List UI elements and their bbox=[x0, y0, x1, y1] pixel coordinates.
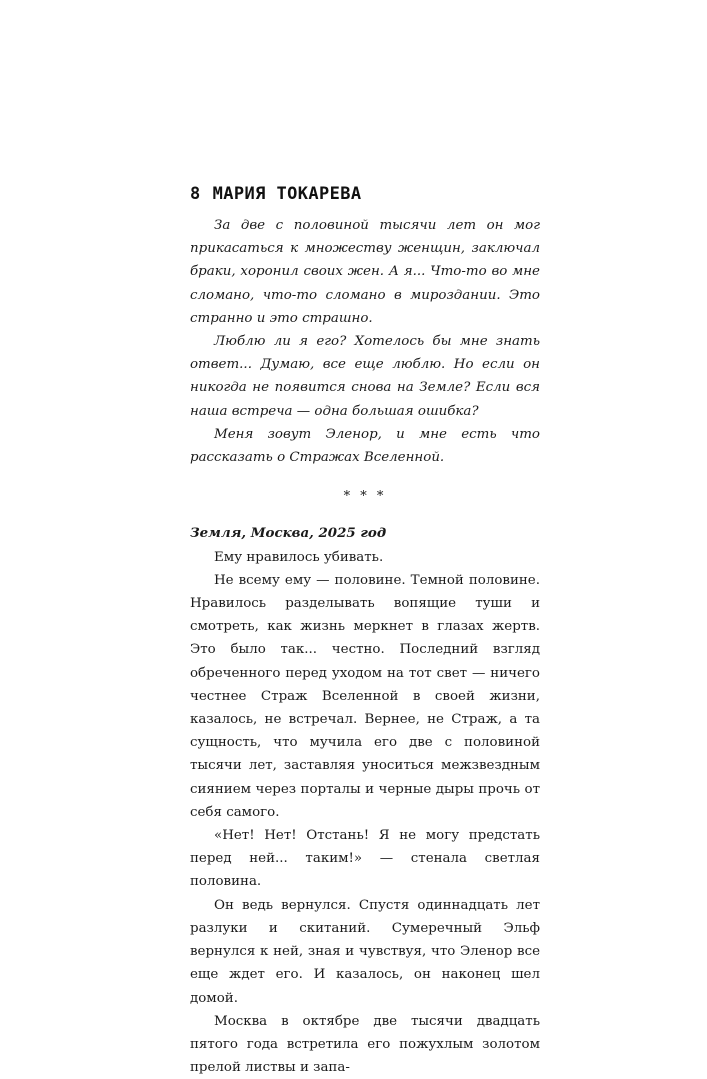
chapter-location-heading: Земля, Москва, 2025 год bbox=[190, 525, 387, 542]
chapter-paragraph: Ему нравилось убивать. bbox=[214, 549, 384, 565]
section-separator: * * * bbox=[343, 489, 387, 505]
page-body bbox=[190, 214, 540, 1079]
chapter-paragraph: «Нет! Нет! Отстань! Я не могу предстать перед ней... таким!» — стенала светлая половина. bbox=[190, 828, 540, 890]
prologue-paragraph: За две с половиной тысячи лет он мог прикасаться к множеству женщин, заключал браки, хоронил своих жен. А я... Что-то во мне сломано, что-то сломано в мироздании. Это странно и это страшно. bbox=[190, 218, 540, 326]
prologue-paragraph: Меня зовут Эленор, и мне есть что рассказать о Стражах Вселенной. bbox=[190, 426, 540, 466]
chapter-paragraph: Москва в октябре две тысячи двадцать пятого года встретила его пожухлым золотом прелой листвы и запа- bbox=[190, 1013, 540, 1076]
author-name: МАРИЯ ТОКАРЕВА bbox=[212, 184, 362, 204]
chapter-paragraph: Не всему ему — половине. Темной половине. Нравилось разделывать вопящие туши и смотреть, как жизнь меркнет в глазах жертв. Это было так... честно. Последний взгляд обреченного перед уходом на тот свет — ничего честнее Страж Вселенной в своей жизни, казалось, не встречал. Вернее, не Страж, а та сущность, что мучила его две с половиной тысячи лет, заставляя уноситься межзвездным сиянием через порталы и черные дыры прочь от себя самого. bbox=[190, 572, 540, 820]
running-header bbox=[190, 184, 362, 206]
prologue-paragraph: Люблю ли я его? Хотелось бы мне знать ответ... Думаю, все еще люблю. Но если он никогда не появится снова на Земле? Если вся наша встреча — одна большая ошибка? bbox=[190, 334, 540, 419]
chapter-paragraph: Он ведь вернулся. Спустя одиннадцать лет разлуки и скитаний. Сумеречный Эльф вернулся к ней, зная и чувствуя, что Эленор все еще ждет его. И казалось, он наконец шел домой. bbox=[190, 897, 540, 1006]
page-number: 8 bbox=[190, 184, 201, 204]
